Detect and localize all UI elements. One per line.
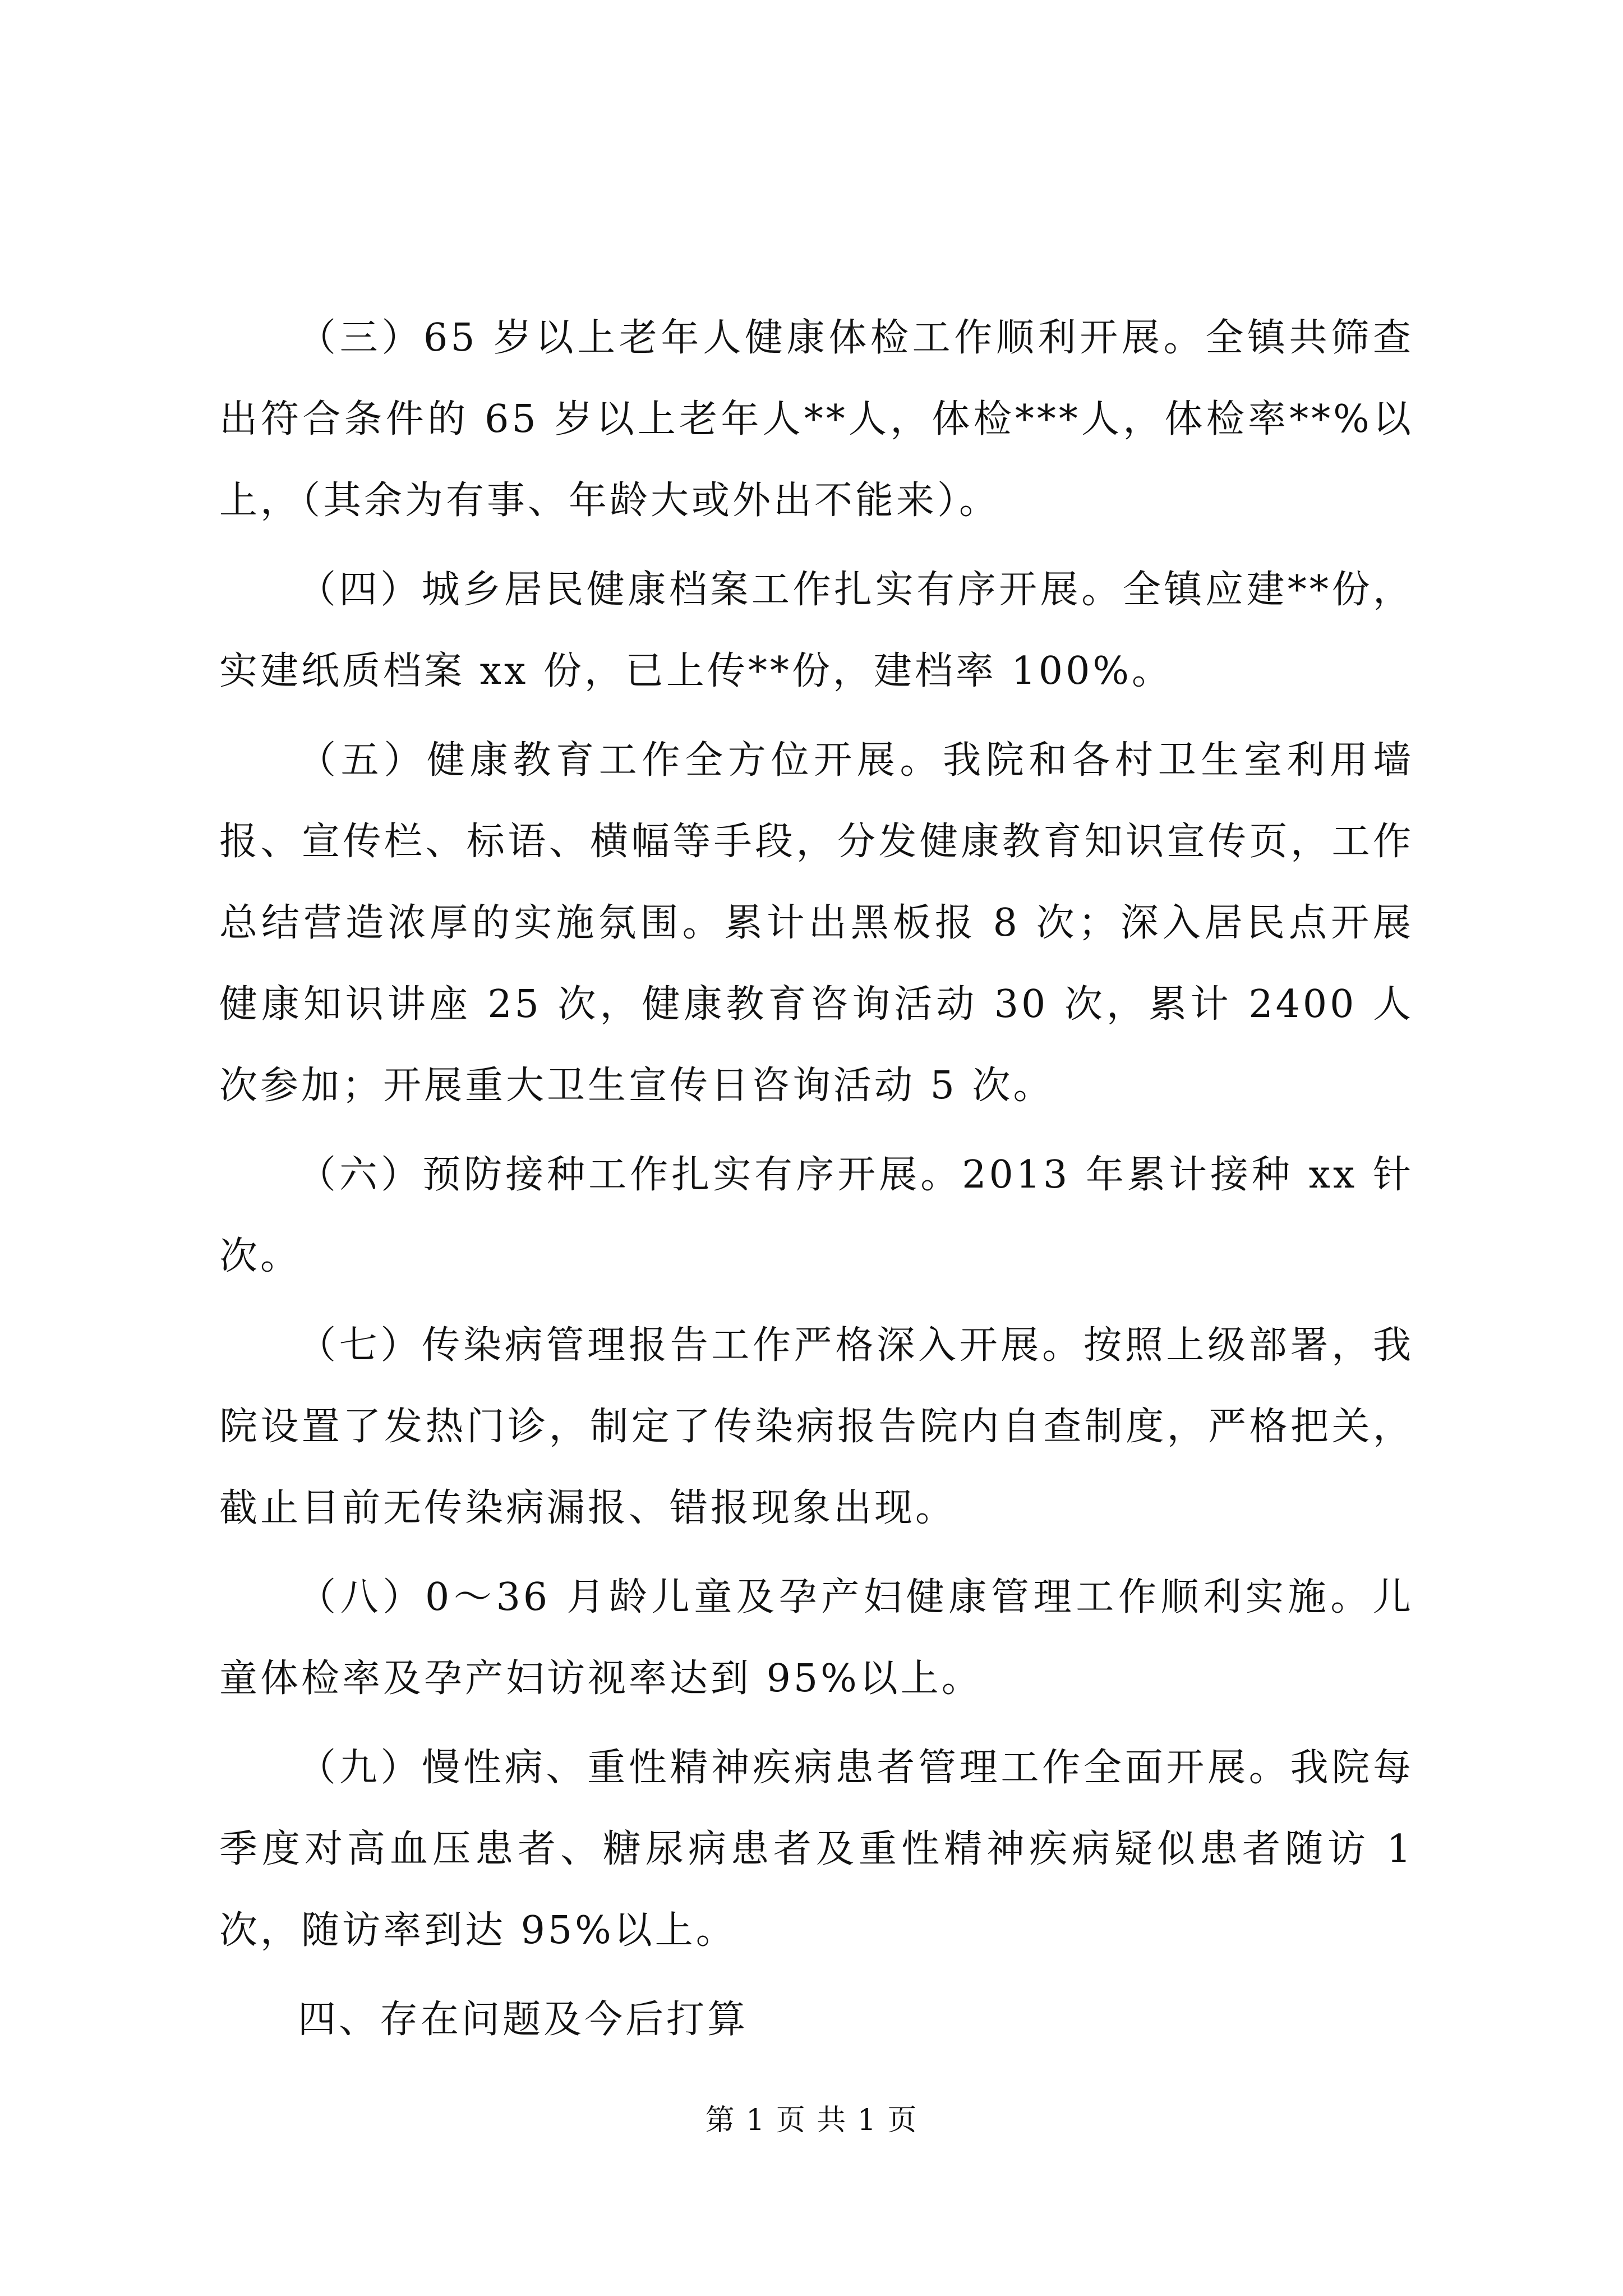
paragraph-8-child-maternal-health: （八）0～36 月龄儿童及孕产妇健康管理工作顺利实施。儿童体检率及孕产妇访视率达到 95%以上。 <box>219 1575 1414 1701</box>
paragraph-9-chronic-disease: （九）慢性病、重性精神疾病患者管理工作全面开展。我院每季度对高血压患者、糖尿病患者及重性精神疾病疑似患者随访 1 次，随访率到达 95%以上。 <box>219 1746 1414 1953</box>
paragraph-4-health-records: （四）城乡居民健康档案工作扎实有序开展。全镇应建**份，实建纸质档案 xx 份，已上传**份，建档率 100%。 <box>219 568 1414 693</box>
paragraph-6-vaccination: （六）预防接种工作扎实有序开展。2013 年累计接种 xx 针次。 <box>219 1153 1414 1278</box>
page-footer: 第 1 页 共 1 页 <box>705 2104 918 2137</box>
paragraph-3-elderly-health-checkup: （三）65 岁以上老年人健康体检工作顺利开展。全镇共筛查出符合条件的 65 岁以上老年人**人，体检***人，体检率**%以上，（其余为有事、年龄大或外出不能来）。 <box>219 316 1414 523</box>
paragraph-7-infectious-disease: （七）传染病管理报告工作严格深入开展。按照上级部署，我院设置了发热门诊，制定了传染病报告院内自查制度，严格把关，截止目前无传染病漏报、错报现象出现。 <box>219 1323 1414 1530</box>
paragraph-5-health-education: （五）健康教育工作全方位开展。我院和各村卫生室利用墙报、宣传栏、标语、横幅等手段，分发健康教育知识宣传页，工作总结营造浓厚的实施氛围。累计出黑板报 8 次；深入居民点开展健康知识讲座 25 次，健康教育咨询活动 30 次，累计 2400 人次参加；开展重大卫生宣传日咨询活动 5 次。 <box>219 738 1414 1108</box>
section-heading-problems-and-plans: 四、存在问题及今后打算 <box>298 1998 749 2042</box>
document-body <box>219 297 1414 2068</box>
